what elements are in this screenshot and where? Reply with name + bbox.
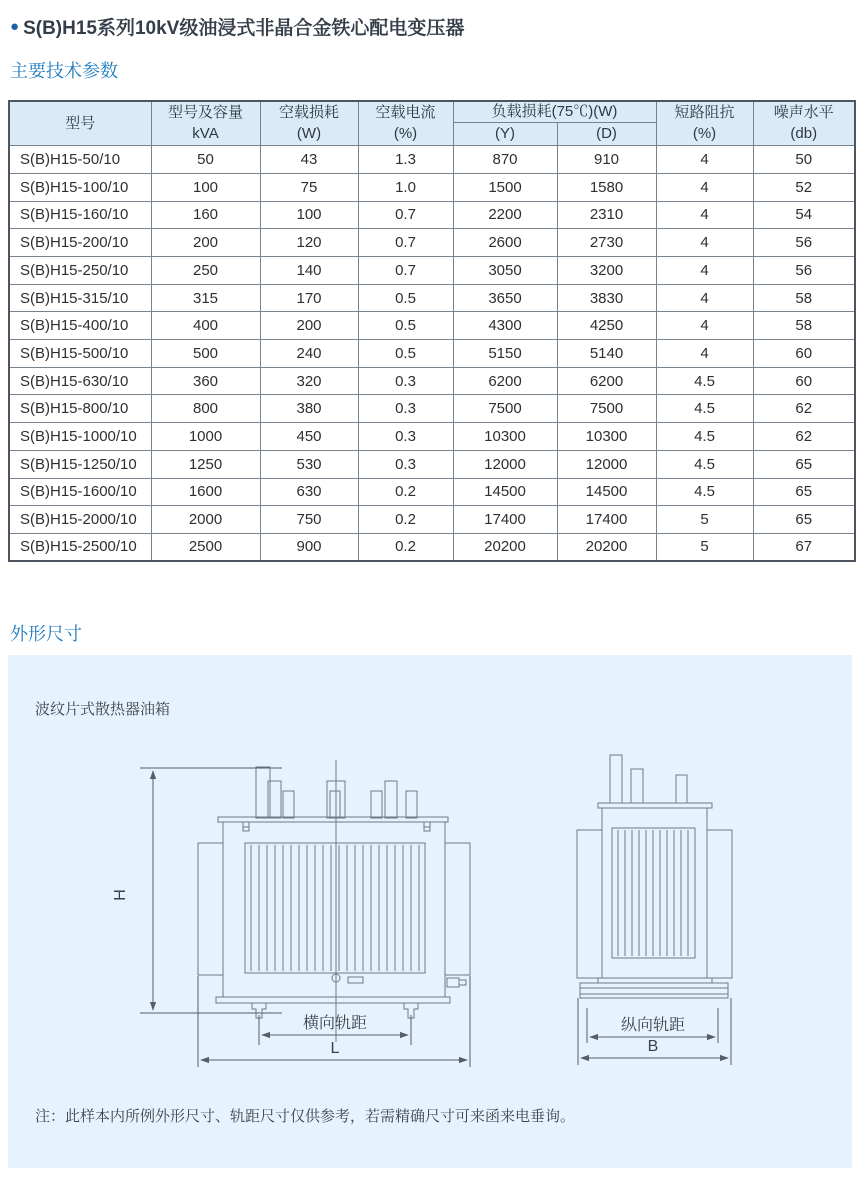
model-cell: S(B)H15-200/10 bbox=[9, 229, 151, 257]
col-header-model-label: 型号 bbox=[65, 114, 96, 132]
value-cell: 56 bbox=[753, 257, 855, 285]
table-body bbox=[9, 146, 855, 561]
table-row bbox=[9, 173, 855, 201]
col-header-model bbox=[9, 101, 151, 146]
parameters-table-wrap bbox=[8, 100, 856, 562]
value-cell: 10300 bbox=[453, 423, 557, 451]
side-bushings bbox=[610, 755, 687, 803]
col-header-noise-line1: 噪声水平 bbox=[773, 104, 834, 122]
value-cell: 2600 bbox=[453, 229, 557, 257]
side-view bbox=[577, 755, 732, 1065]
model-cell: S(B)H15-50/10 bbox=[9, 146, 151, 174]
model-cell: S(B)H15-250/10 bbox=[9, 257, 151, 285]
value-cell: 10300 bbox=[557, 423, 656, 451]
front-drain-valve bbox=[447, 978, 459, 987]
table-row bbox=[9, 146, 855, 174]
value-cell: 6200 bbox=[557, 367, 656, 395]
value-cell: 4.5 bbox=[656, 478, 753, 506]
model-cell: S(B)H15-500/10 bbox=[9, 340, 151, 368]
value-cell: 100 bbox=[260, 201, 358, 229]
col-header-no-load-loss-line2: (W) bbox=[296, 124, 322, 142]
value-cell: 750 bbox=[260, 506, 358, 534]
table-row bbox=[9, 284, 855, 312]
value-cell: 400 bbox=[151, 312, 260, 340]
side-width-label: B bbox=[647, 1038, 659, 1055]
value-cell: 0.5 bbox=[358, 340, 453, 368]
col-header-no-load-current bbox=[358, 101, 453, 146]
value-cell: 360 bbox=[151, 367, 260, 395]
value-cell: 60 bbox=[753, 367, 855, 395]
value-cell: 2310 bbox=[557, 201, 656, 229]
value-cell: 1.3 bbox=[358, 146, 453, 174]
value-cell: 630 bbox=[260, 478, 358, 506]
value-cell: 0.2 bbox=[358, 506, 453, 534]
value-cell: 3650 bbox=[453, 284, 557, 312]
page-title-text: S(B)H15系列10kV级油浸式非晶合金铁心配电变压器 bbox=[23, 18, 465, 39]
model-cell: S(B)H15-800/10 bbox=[9, 395, 151, 423]
value-cell: 1500 bbox=[453, 173, 557, 201]
col-header-load-loss-d: (D) bbox=[557, 123, 656, 146]
value-cell: 5 bbox=[656, 506, 753, 534]
col-header-no-load-current-line2: (%) bbox=[393, 124, 418, 142]
value-cell: 58 bbox=[753, 284, 855, 312]
value-cell: 100 bbox=[151, 173, 260, 201]
value-cell: 800 bbox=[151, 395, 260, 423]
value-cell: 500 bbox=[151, 340, 260, 368]
model-cell: S(B)H15-1000/10 bbox=[9, 423, 151, 451]
model-cell: S(B)H15-400/10 bbox=[9, 312, 151, 340]
bullet-icon: ● bbox=[10, 18, 20, 35]
model-cell: S(B)H15-160/10 bbox=[9, 201, 151, 229]
value-cell: 910 bbox=[557, 146, 656, 174]
table-row bbox=[9, 257, 855, 285]
front-right-radiator bbox=[445, 843, 470, 975]
value-cell: 1580 bbox=[557, 173, 656, 201]
value-cell: 380 bbox=[260, 395, 358, 423]
table-row bbox=[9, 367, 855, 395]
front-view bbox=[112, 760, 470, 1067]
footnote: 注：此样本内所例外形尺寸、轨距尺寸仅供参考，若需精确尺寸可来函来电垂询。 bbox=[35, 1108, 576, 1125]
value-cell: 900 bbox=[260, 533, 358, 561]
table-row bbox=[9, 395, 855, 423]
side-lid bbox=[598, 803, 712, 808]
section-heading-dimensions: 外形尺寸 bbox=[10, 624, 82, 644]
front-base bbox=[216, 997, 450, 1003]
value-cell: 4 bbox=[656, 284, 753, 312]
value-cell: 1600 bbox=[151, 478, 260, 506]
value-cell: 4.5 bbox=[656, 450, 753, 478]
value-cell: 52 bbox=[753, 173, 855, 201]
value-cell: 0.7 bbox=[358, 201, 453, 229]
value-cell: 12000 bbox=[453, 450, 557, 478]
col-header-no-load-loss-line1: 空载损耗 bbox=[278, 104, 339, 122]
value-cell: 170 bbox=[260, 284, 358, 312]
value-cell: 4 bbox=[656, 229, 753, 257]
value-cell: 0.7 bbox=[358, 257, 453, 285]
col-header-load-loss-y: (Y) bbox=[453, 123, 557, 146]
outline-drawing bbox=[8, 695, 852, 1075]
value-cell: 5150 bbox=[453, 340, 557, 368]
value-cell: 6200 bbox=[453, 367, 557, 395]
value-cell: 58 bbox=[753, 312, 855, 340]
front-tank-body bbox=[223, 822, 445, 997]
value-cell: 2000 bbox=[151, 506, 260, 534]
model-cell: S(B)H15-100/10 bbox=[9, 173, 151, 201]
value-cell: 315 bbox=[151, 284, 260, 312]
col-header-impedance-line2: (%) bbox=[692, 124, 717, 142]
table-row bbox=[9, 201, 855, 229]
value-cell: 20200 bbox=[557, 533, 656, 561]
value-cell: 0.2 bbox=[358, 533, 453, 561]
section-heading-parameters: 主要技术参数 bbox=[10, 61, 118, 81]
col-header-capacity bbox=[151, 101, 260, 146]
value-cell: 1250 bbox=[151, 450, 260, 478]
value-cell: 4 bbox=[656, 201, 753, 229]
col-header-no-load-loss bbox=[260, 101, 358, 146]
value-cell: 4.5 bbox=[656, 395, 753, 423]
table-row bbox=[9, 450, 855, 478]
value-cell: 14500 bbox=[453, 478, 557, 506]
dimensions-panel bbox=[8, 655, 852, 1168]
value-cell: 200 bbox=[260, 312, 358, 340]
value-cell: 62 bbox=[753, 395, 855, 423]
value-cell: 160 bbox=[151, 201, 260, 229]
value-cell: 3830 bbox=[557, 284, 656, 312]
value-cell: 0.3 bbox=[358, 423, 453, 451]
value-cell: 120 bbox=[260, 229, 358, 257]
value-cell: 3050 bbox=[453, 257, 557, 285]
model-cell: S(B)H15-1250/10 bbox=[9, 450, 151, 478]
col-header-impedance-line1: 短路阻抗 bbox=[674, 104, 735, 122]
value-cell: 56 bbox=[753, 229, 855, 257]
value-cell: 65 bbox=[753, 450, 855, 478]
value-cell: 7500 bbox=[453, 395, 557, 423]
value-cell: 20200 bbox=[453, 533, 557, 561]
value-cell: 1000 bbox=[151, 423, 260, 451]
value-cell: 75 bbox=[260, 173, 358, 201]
value-cell: 50 bbox=[151, 146, 260, 174]
value-cell: 14500 bbox=[557, 478, 656, 506]
model-cell: S(B)H15-2500/10 bbox=[9, 533, 151, 561]
value-cell: 5 bbox=[656, 533, 753, 561]
side-right-radiator bbox=[707, 830, 732, 978]
table-row bbox=[9, 533, 855, 561]
col-header-capacity-line2: kVA bbox=[192, 124, 219, 142]
value-cell: 50 bbox=[753, 146, 855, 174]
value-cell: 4 bbox=[656, 312, 753, 340]
table-row bbox=[9, 312, 855, 340]
col-header-noise-line2: (db) bbox=[790, 124, 818, 142]
value-cell: 5140 bbox=[557, 340, 656, 368]
front-gauge-label: 横向轨距 bbox=[302, 1015, 368, 1032]
value-cell: 0.3 bbox=[358, 450, 453, 478]
value-cell: 240 bbox=[260, 340, 358, 368]
value-cell: 43 bbox=[260, 146, 358, 174]
col-header-load-loss-group: 负载损耗(75℃)(W) bbox=[453, 101, 656, 123]
col-header-capacity-line1: 型号及容量 bbox=[167, 104, 243, 122]
value-cell: 65 bbox=[753, 506, 855, 534]
value-cell: 4.5 bbox=[656, 423, 753, 451]
value-cell: 17400 bbox=[453, 506, 557, 534]
side-gauge-label: 纵向轨距 bbox=[620, 1017, 686, 1034]
model-cell: S(B)H15-315/10 bbox=[9, 284, 151, 312]
col-header-noise bbox=[753, 101, 855, 146]
value-cell: 0.7 bbox=[358, 229, 453, 257]
value-cell: 530 bbox=[260, 450, 358, 478]
value-cell: 0.5 bbox=[358, 284, 453, 312]
value-cell: 200 bbox=[151, 229, 260, 257]
value-cell: 67 bbox=[753, 533, 855, 561]
value-cell: 320 bbox=[260, 367, 358, 395]
front-left-radiator bbox=[198, 843, 223, 975]
table-row bbox=[9, 229, 855, 257]
value-cell: 0.2 bbox=[358, 478, 453, 506]
value-cell: 2500 bbox=[151, 533, 260, 561]
value-cell: 0.3 bbox=[358, 367, 453, 395]
col-header-impedance bbox=[656, 101, 753, 146]
side-base bbox=[580, 983, 728, 998]
col-header-no-load-current-line1: 空载电流 bbox=[375, 104, 436, 122]
front-height-label: H bbox=[112, 889, 129, 901]
value-cell: 2730 bbox=[557, 229, 656, 257]
value-cell: 4 bbox=[656, 257, 753, 285]
table-row bbox=[9, 340, 855, 368]
value-cell: 4250 bbox=[557, 312, 656, 340]
value-cell: 870 bbox=[453, 146, 557, 174]
value-cell: 0.5 bbox=[358, 312, 453, 340]
value-cell: 4.5 bbox=[656, 367, 753, 395]
value-cell: 60 bbox=[753, 340, 855, 368]
value-cell: 140 bbox=[260, 257, 358, 285]
value-cell: 450 bbox=[260, 423, 358, 451]
value-cell: 250 bbox=[151, 257, 260, 285]
front-length-label: L bbox=[330, 1040, 340, 1057]
model-cell: S(B)H15-1600/10 bbox=[9, 478, 151, 506]
value-cell: 2200 bbox=[453, 201, 557, 229]
value-cell: 12000 bbox=[557, 450, 656, 478]
table-row bbox=[9, 423, 855, 451]
value-cell: 54 bbox=[753, 201, 855, 229]
value-cell: 7500 bbox=[557, 395, 656, 423]
table-row bbox=[9, 506, 855, 534]
value-cell: 4 bbox=[656, 146, 753, 174]
value-cell: 62 bbox=[753, 423, 855, 451]
page-title bbox=[10, 13, 464, 40]
side-left-radiator bbox=[577, 830, 602, 978]
value-cell: 4 bbox=[656, 173, 753, 201]
parameters-table bbox=[8, 100, 856, 562]
value-cell: 1.0 bbox=[358, 173, 453, 201]
value-cell: 4 bbox=[656, 340, 753, 368]
value-cell: 4300 bbox=[453, 312, 557, 340]
front-corrugation bbox=[245, 843, 425, 973]
value-cell: 17400 bbox=[557, 506, 656, 534]
value-cell: 3200 bbox=[557, 257, 656, 285]
value-cell: 65 bbox=[753, 478, 855, 506]
model-cell: S(B)H15-2000/10 bbox=[9, 506, 151, 534]
table-row bbox=[9, 478, 855, 506]
model-cell: S(B)H15-630/10 bbox=[9, 367, 151, 395]
tank-type-label: 波纹片式散热器油箱 bbox=[35, 701, 171, 718]
value-cell: 0.3 bbox=[358, 395, 453, 423]
